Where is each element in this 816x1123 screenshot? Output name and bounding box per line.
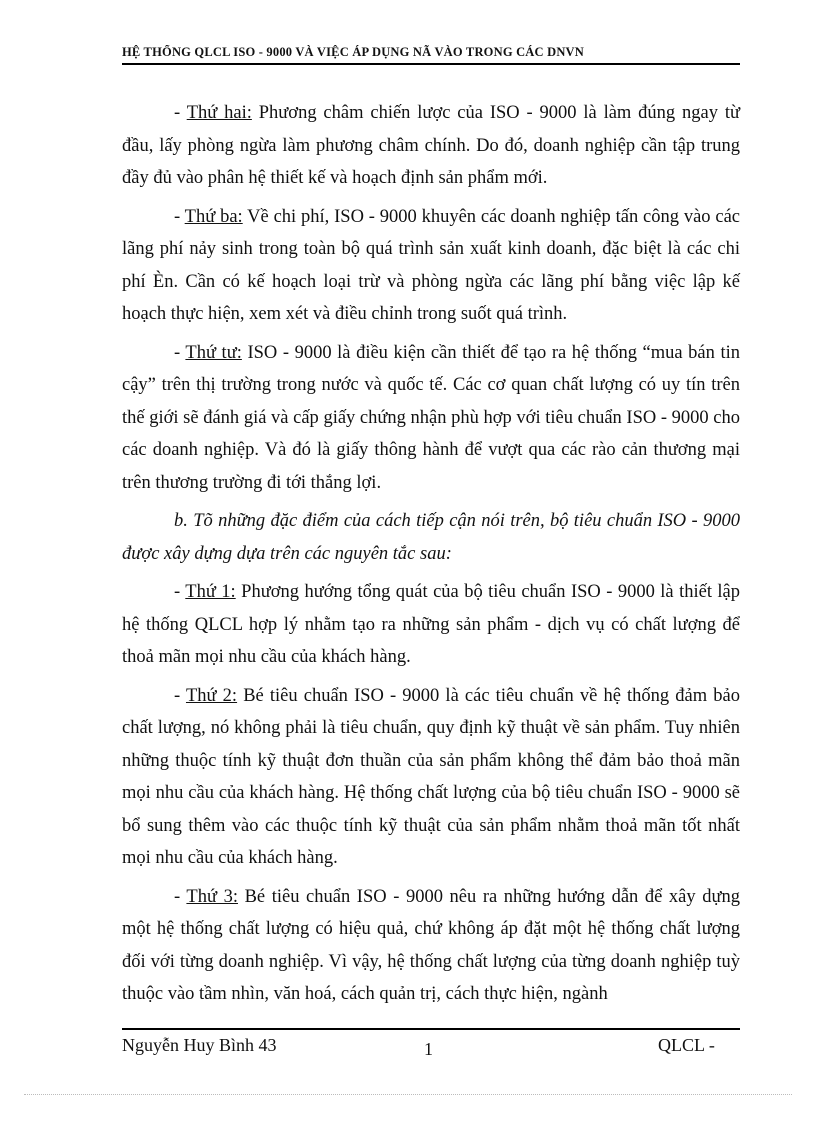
- paragraph-thu-ba: - Thứ ba: Về chi phí, ISO - 9000 khuyên các doanh nghiệp tấn công vào các lãng phí nảy sinh trong toàn bộ quá trình sản xuất kinh doanh, đặc biệt là các chi phí Èn. Cần có kế hoạch loại trừ và phòng ngừa các lãng phí bằng việc lập kế hoạch thực hiện, xem xét và điều chỉnh trong suốt quá trình.: [122, 206, 741, 324]
- paragraph-lead: Thứ 3:: [186, 886, 238, 907]
- paragraph-text: Phương hướng tổng quát của bộ tiêu chuẩn ISO - 9000 là thiết lập hệ thống QLCL hợp lý nhằm tạo ra những sản phẩm - dịch vụ có chất lượng để thoả mãn mọi nhu cầu của khách hàng.: [122, 582, 741, 667]
- paragraph-lead: Thứ 1:: [185, 582, 236, 602]
- paragraph-lead: Thứ hai:: [186, 103, 252, 123]
- paragraph-lead: Thứ tư:: [185, 342, 242, 363]
- footer-class-code: QLCL -: [658, 1035, 715, 1055]
- paragraph-thu-hai: - Thứ hai: Phương châm chiến lược của ISO - 9000 là làm đúng ngay từ đầu, lấy phòng ngừa làm phương châm chính. Do đó, doanh nghiệp cần tập trung đầy đủ vào phân hệ thiết kế và hoạch định sản phẩm mới.: [122, 103, 741, 188]
- header-divider: [122, 63, 740, 65]
- page-number: 1: [424, 1039, 433, 1059]
- page-bottom-dotted-border: [24, 1094, 792, 1095]
- paragraph-text: ISO - 9000 là điều kiện cần thiết để tạo ra hệ thống “mua bán tin cậy” trên thị trường trong nước và quốc tế. Các cơ quan chất lượng có uy tín trên thế giới sẽ đánh giá và cấp giấy chứng nhận phù hợp với tiêu chuẩn ISO - 9000 cho các doanh nghiệp. Và đó là giấy thông hành để vượt qua các rào cản thương mại trên thương trường đi tới thắng lợi.: [122, 342, 740, 493]
- paragraph-thu-2: - Thứ 2: Bé tiêu chuẩn ISO - 9000 là các tiêu chuẩn về hệ thống đảm bảo chất lượng, nó không phải là tiêu chuẩn, quy định kỹ thuật về sản phẩm. Tuy nhiên những thuộc tính kỹ thuật đơn thuần của sản phẩm không thể đảm bảo thoả mãn mọi nhu cầu của khách hàng. Hệ thống chất lượng của bộ tiêu chuẩn ISO - 9000 sẽ bổ sung thêm vào các thuộc tính kỹ thuật của sản phẩm nhằm thoả mãn tốt nhất mọi nhu cầu của khách hàng.: [122, 685, 741, 868]
- paragraph-lead: Thứ 2:: [185, 685, 238, 706]
- paragraph-text: Bé tiêu chuẩn ISO - 9000 là các tiêu chuẩn về hệ thống đảm bảo chất lượng, nó không phải là tiêu chuẩn, quy định kỹ thuật về sản phẩm. Tuy nhiên những thuộc tính kỹ thuật đơn thuần của sản phẩm không thể đảm bảo thoả mãn mọi nhu cầu của khách hàng. Hệ thống chất lượng của bộ tiêu chuẩn ISO - 9000 sẽ bổ sung thêm vào các thuộc tính kỹ thuật của sản phẩm nhằm thoả mãn tốt nhất mọi nhu cầu của khách hàng.: [122, 685, 741, 868]
- paragraph-thu-1: - Thứ 1: Phương hướng tổng quát của bộ tiêu chuẩn ISO - 9000 là thiết lập hệ thống QLCL hợp lý nhằm tạo ra những sản phẩm - dịch vụ có chất lượng để thoả mãn mọi nhu cầu của khách hàng.: [122, 582, 741, 667]
- document-body: [122, 97, 740, 1017]
- paragraph-text: Bé tiêu chuẩn ISO - 9000 nêu ra những hướng dẫn để xây dựng một hệ thống chất lượng có hiệu quả, chứ không áp đặt một hệ thống chất lượng đối với từng doanh nghiệp. Vì vậy, hệ thống chất lượng của từng doanh nghiệp tuỳ thuộc vào tầm nhìn, văn hoá, cách quản trị, cách thực hiện, ngành: [122, 886, 741, 1004]
- paragraph-thu-tu: - Thứ tư: ISO - 9000 là điều kiện cần thiết để tạo ra hệ thống “mua bán tin cậy” trên thị trường trong nước và quốc tế. Các cơ quan chất lượng có uy tín trên thế giới sẽ đánh giá và cấp giấy chứng nhận phù hợp với tiêu chuẩn ISO - 9000 cho các doanh nghiệp. Và đó là giấy thông hành để vượt qua các rào cản thương mại trên thương trường đi tới thắng lợi.: [122, 342, 740, 493]
- footer-author: Nguyễn Huy Bình 43: [122, 1035, 277, 1055]
- paragraph-section-b: b. Tõ những đặc điểm của cách tiếp cận nói trên, bộ tiêu chuẩn ISO - 9000 được xây dựng dựa trên các nguyên tắc sau:: [122, 511, 740, 564]
- page-header-title: HỆ THỐNG QLCL ISO - 9000 VÀ VIỆC ÁP DỤNG NÃ VÀO TRONG CÁC DNVN: [122, 45, 584, 59]
- paragraph-text: Về chi phí, ISO - 9000 khuyên các doanh nghiệp tấn công vào các lãng phí nảy sinh trong toàn bộ quá trình sản xuất kinh doanh, đặc biệt là các chi phí Èn. Cần có kế hoạch loại trừ và phòng ngừa các lãng phí bằng việc lập kế hoạch thực hiện, xem xét và điều chỉnh trong suốt quá trình.: [122, 206, 741, 324]
- footer-divider: [122, 1028, 740, 1030]
- paragraph-thu-3: - Thứ 3: Bé tiêu chuẩn ISO - 9000 nêu ra những hướng dẫn để xây dựng một hệ thống chất lượng có hiệu quả, chứ không áp đặt một hệ thống chất lượng đối với từng doanh nghiệp. Vì vậy, hệ thống chất lượng của từng doanh nghiệp tuỳ thuộc vào tầm nhìn, văn hoá, cách quản trị, cách thực hiện, ngành: [122, 886, 741, 1004]
- paragraph-lead: Thứ ba:: [184, 206, 243, 227]
- paragraph-text: Phương châm chiến lược của ISO - 9000 là làm đúng ngay từ đầu, lấy phòng ngừa làm phương châm chính. Do đó, doanh nghiệp cần tập trung đầy đủ vào phân hệ thiết kế và hoạch định sản phẩm mới.: [122, 103, 741, 188]
